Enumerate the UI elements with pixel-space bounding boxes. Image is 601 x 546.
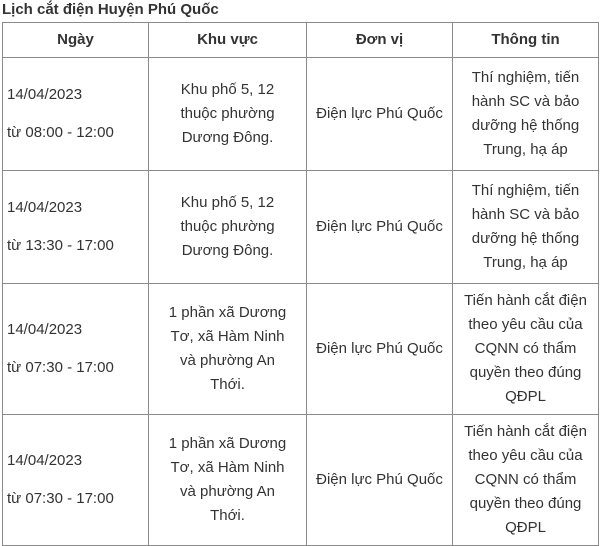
outage-date: 14/04/2023: [7, 452, 83, 469]
outage-unit: Điện lực Phú Quốc: [316, 471, 443, 488]
date-cell: [3, 58, 149, 171]
outage-time: từ 07:30 - 17:00: [7, 490, 114, 507]
outage-date: 14/04/2023: [7, 86, 83, 103]
outage-info: Tiến hành cắt điện theo yêu cầu của CQNN có thẩm quyền theo đúng QĐPL: [464, 292, 587, 405]
column-header-date: Ngày: [3, 23, 149, 58]
area-cell: [149, 58, 307, 171]
area-cell: [149, 284, 307, 415]
info-cell: [453, 415, 599, 546]
column-header-area: Khu vực: [149, 23, 307, 58]
table-row: [3, 171, 599, 284]
outage-info: Thí nghiệm, tiến hành SC và bảo dưỡng hệ thống Trung, hạ áp: [471, 69, 580, 158]
info-cell: [453, 171, 599, 284]
outage-time: từ 13:30 - 17:00: [7, 237, 114, 254]
page-title: Lịch cắt điện Huyện Phú Quốc: [2, 1, 219, 18]
outage-unit: Điện lực Phú Quốc: [316, 105, 443, 122]
outage-unit: Điện lực Phú Quốc: [316, 340, 443, 357]
unit-cell: [307, 415, 453, 546]
outage-unit: Điện lực Phú Quốc: [316, 218, 443, 235]
outage-area: Khu phố 5, 12 thuộc phường Dương Đông.: [180, 81, 275, 146]
column-header-unit: Đơn vị: [307, 23, 453, 58]
table-header-row: [3, 23, 599, 58]
table-row: [3, 284, 599, 415]
info-cell: [453, 58, 599, 171]
unit-cell: [307, 171, 453, 284]
column-header-info: Thông tin: [453, 23, 599, 58]
outage-date: 14/04/2023: [7, 199, 83, 216]
outage-time: từ 08:00 - 12:00: [7, 124, 114, 141]
outage-area: Khu phố 5, 12 thuộc phường Dương Đông.: [180, 194, 275, 259]
date-cell: [3, 284, 149, 415]
unit-cell: [307, 284, 453, 415]
table-row: [3, 415, 599, 546]
area-cell: [149, 415, 307, 546]
outage-time: từ 07:30 - 17:00: [7, 359, 114, 376]
outage-schedule-table: [2, 22, 599, 546]
outage-info: Thí nghiệm, tiến hành SC và bảo dưỡng hệ thống Trung, hạ áp: [471, 182, 580, 271]
outage-info: Tiến hành cắt điện theo yêu cầu của CQNN có thẩm quyền theo đúng QĐPL: [464, 423, 587, 536]
outage-area: 1 phần xã Dương Tơ, xã Hàm Ninh và phường An Thới.: [168, 304, 287, 393]
outage-area: 1 phần xã Dương Tơ, xã Hàm Ninh và phường An Thới.: [168, 435, 287, 524]
date-cell: [3, 171, 149, 284]
area-cell: [149, 171, 307, 284]
unit-cell: [307, 58, 453, 171]
outage-date: 14/04/2023: [7, 321, 83, 338]
info-cell: [453, 284, 599, 415]
date-cell: [3, 415, 149, 546]
table-row: [3, 58, 599, 171]
